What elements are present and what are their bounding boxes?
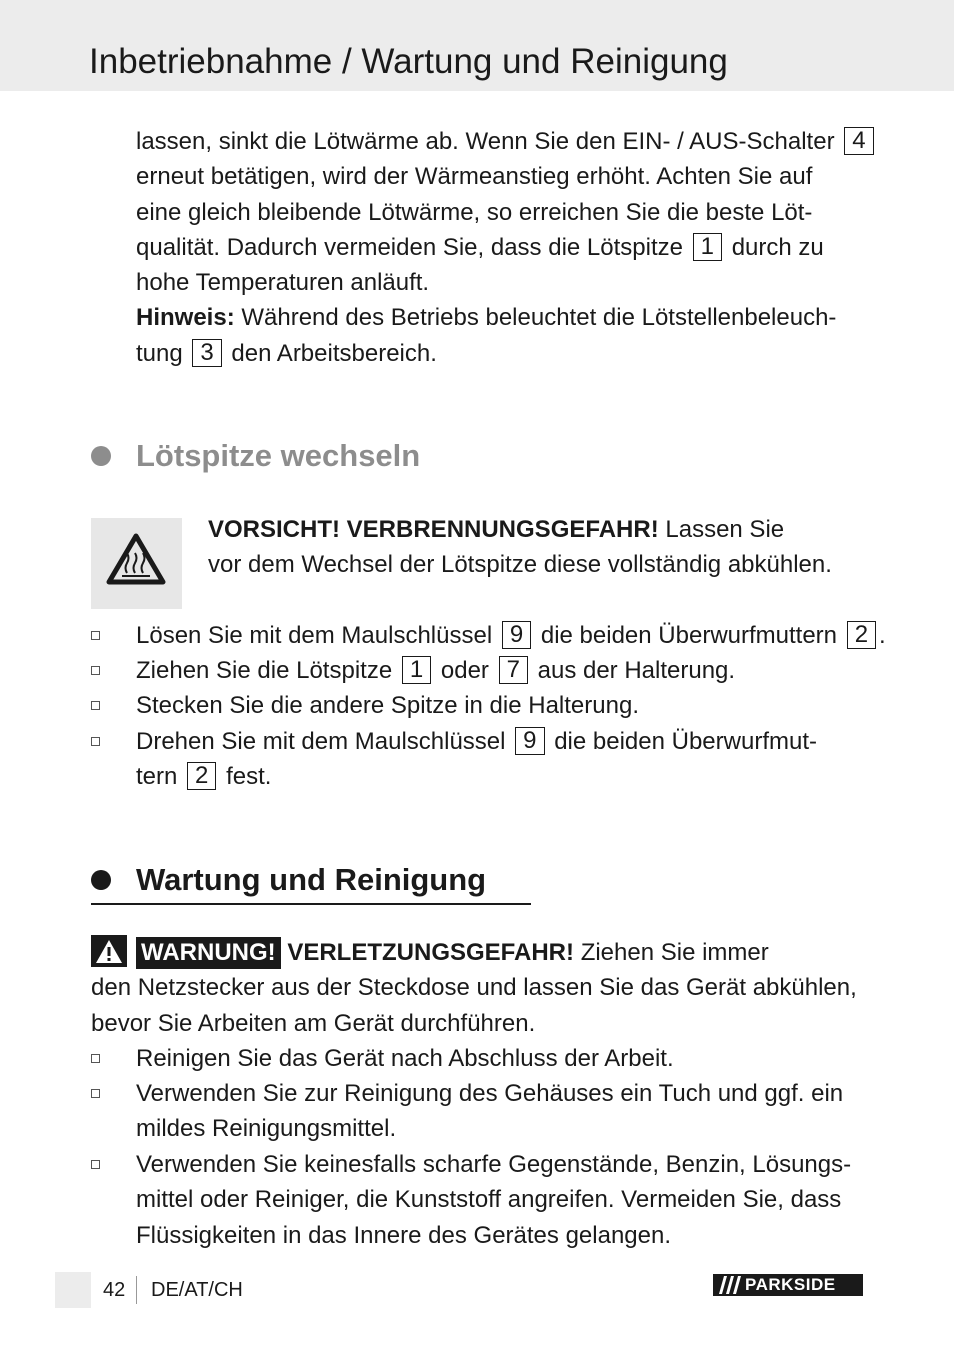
part-ref-box: 3 xyxy=(192,339,221,367)
part-ref-box: 7 xyxy=(499,656,528,684)
list-item: Reinigen Sie das Gerät nach Abschluss der Arbeit. xyxy=(91,1041,871,1077)
checkbox-bullet-icon xyxy=(91,631,100,640)
country-code: DE/AT/CH xyxy=(151,1279,243,1301)
section-bullet-icon xyxy=(91,446,111,466)
note-label: Hinweis: xyxy=(136,304,235,332)
section-heading: Lötspitze wechseln xyxy=(136,438,421,473)
warning-paragraph: WARNUNG! VERLETZUNGSGEFAHR! Ziehen Sie immer den Netzstecker aus der Steckdose und lassen Sie das Gerät abkühlen, bevor Sie Arbeiten am Gerät durchführen. xyxy=(91,935,871,1041)
section-bullet-icon xyxy=(91,870,111,890)
brand-logo xyxy=(713,1274,863,1296)
warning-triangle-icon xyxy=(91,935,127,967)
heading-underline xyxy=(91,903,531,905)
brand-name: PARKSIDE xyxy=(745,1275,836,1294)
page-title: Inbetriebnahme / Wartung und Reinigung xyxy=(89,42,728,81)
part-ref-box: 1 xyxy=(402,656,431,684)
note-line: Hinweis: Während des Betriebs beleuchtet die Lötstellenbeleuch- xyxy=(136,304,837,332)
danger-label: VERLETZUNGSGEFAHR! xyxy=(287,939,575,966)
caution-text: VORSICHT! VERBRENNUNGSGEFAHR! Lassen Sie vor dem Wechsel der Lötspitze diese vollständig abkühlen. xyxy=(208,516,832,579)
part-ref-box: 1 xyxy=(693,233,722,261)
part-ref-box: 9 xyxy=(502,621,531,649)
list-item: Lösen Sie mit dem Maulschlüssel 9 die beiden Überwurfmuttern 2 . xyxy=(91,618,871,654)
checkbox-bullet-icon xyxy=(91,666,100,675)
note-line: tung 3 den Arbeitsbereich. xyxy=(136,338,437,367)
checkbox-bullet-icon xyxy=(91,1054,100,1063)
list-item: Stecken Sie die andere Spitze in die Halterung. xyxy=(91,688,871,724)
part-ref-box: 4 xyxy=(844,127,873,155)
list-item: Verwenden Sie zur Reinigung des Gehäuses ein Tuch und ggf. ein mildes Reinigungsmittel. xyxy=(91,1076,871,1148)
intro-line: eine gleich bleibende Lötwärme, so erreichen Sie die beste Löt- xyxy=(136,198,813,226)
intro-line: erneut betätigen, wird der Wärmeanstieg erhöht. Achten Sie auf xyxy=(136,163,813,191)
part-ref-box: 2 xyxy=(847,621,876,649)
list-item: Verwenden Sie keinesfalls scharfe Gegenstände, Benzin, Lösungs- mittel oder Reiniger, die Kunststoff angreifen. Vermeiden Sie, dass Flüssigkeiten in das Innere des Gerätes gelangen. xyxy=(91,1147,871,1255)
intro-paragraph xyxy=(136,124,866,371)
hot-surface-warning-icon xyxy=(91,518,182,609)
footer-marker xyxy=(55,1272,91,1308)
section-heading: Wartung und Reinigung xyxy=(136,862,487,897)
part-ref-box: 9 xyxy=(515,727,544,755)
part-ref-box: 2 xyxy=(187,762,216,790)
intro-line: lassen, sinkt die Lötwärme ab. Wenn Sie den EIN- / AUS-Schalter 4 xyxy=(136,124,866,159)
checkbox-bullet-icon xyxy=(91,737,100,746)
checkbox-bullet-icon xyxy=(91,1160,100,1169)
footer-divider xyxy=(136,1276,137,1304)
page-number: 42 xyxy=(103,1279,126,1301)
list-item: Ziehen Sie die Lötspitze 1 oder 7 aus der Halterung. xyxy=(91,653,871,689)
checkbox-bullet-icon xyxy=(91,1089,100,1098)
caution-label: VORSICHT! VERBRENNUNGSGEFAHR! xyxy=(208,516,659,543)
checkbox-bullet-icon xyxy=(91,701,100,710)
intro-line: hohe Temperaturen anläuft. xyxy=(136,269,430,297)
list-item: Drehen Sie mit dem Maulschlüssel 9 die beiden Überwurfmut- tern 2 fest. xyxy=(91,724,871,796)
warning-label: WARNUNG! xyxy=(136,937,281,969)
intro-line: qualität. Dadurch vermeiden Sie, dass die Lötspitze 1 durch zu xyxy=(136,232,824,261)
